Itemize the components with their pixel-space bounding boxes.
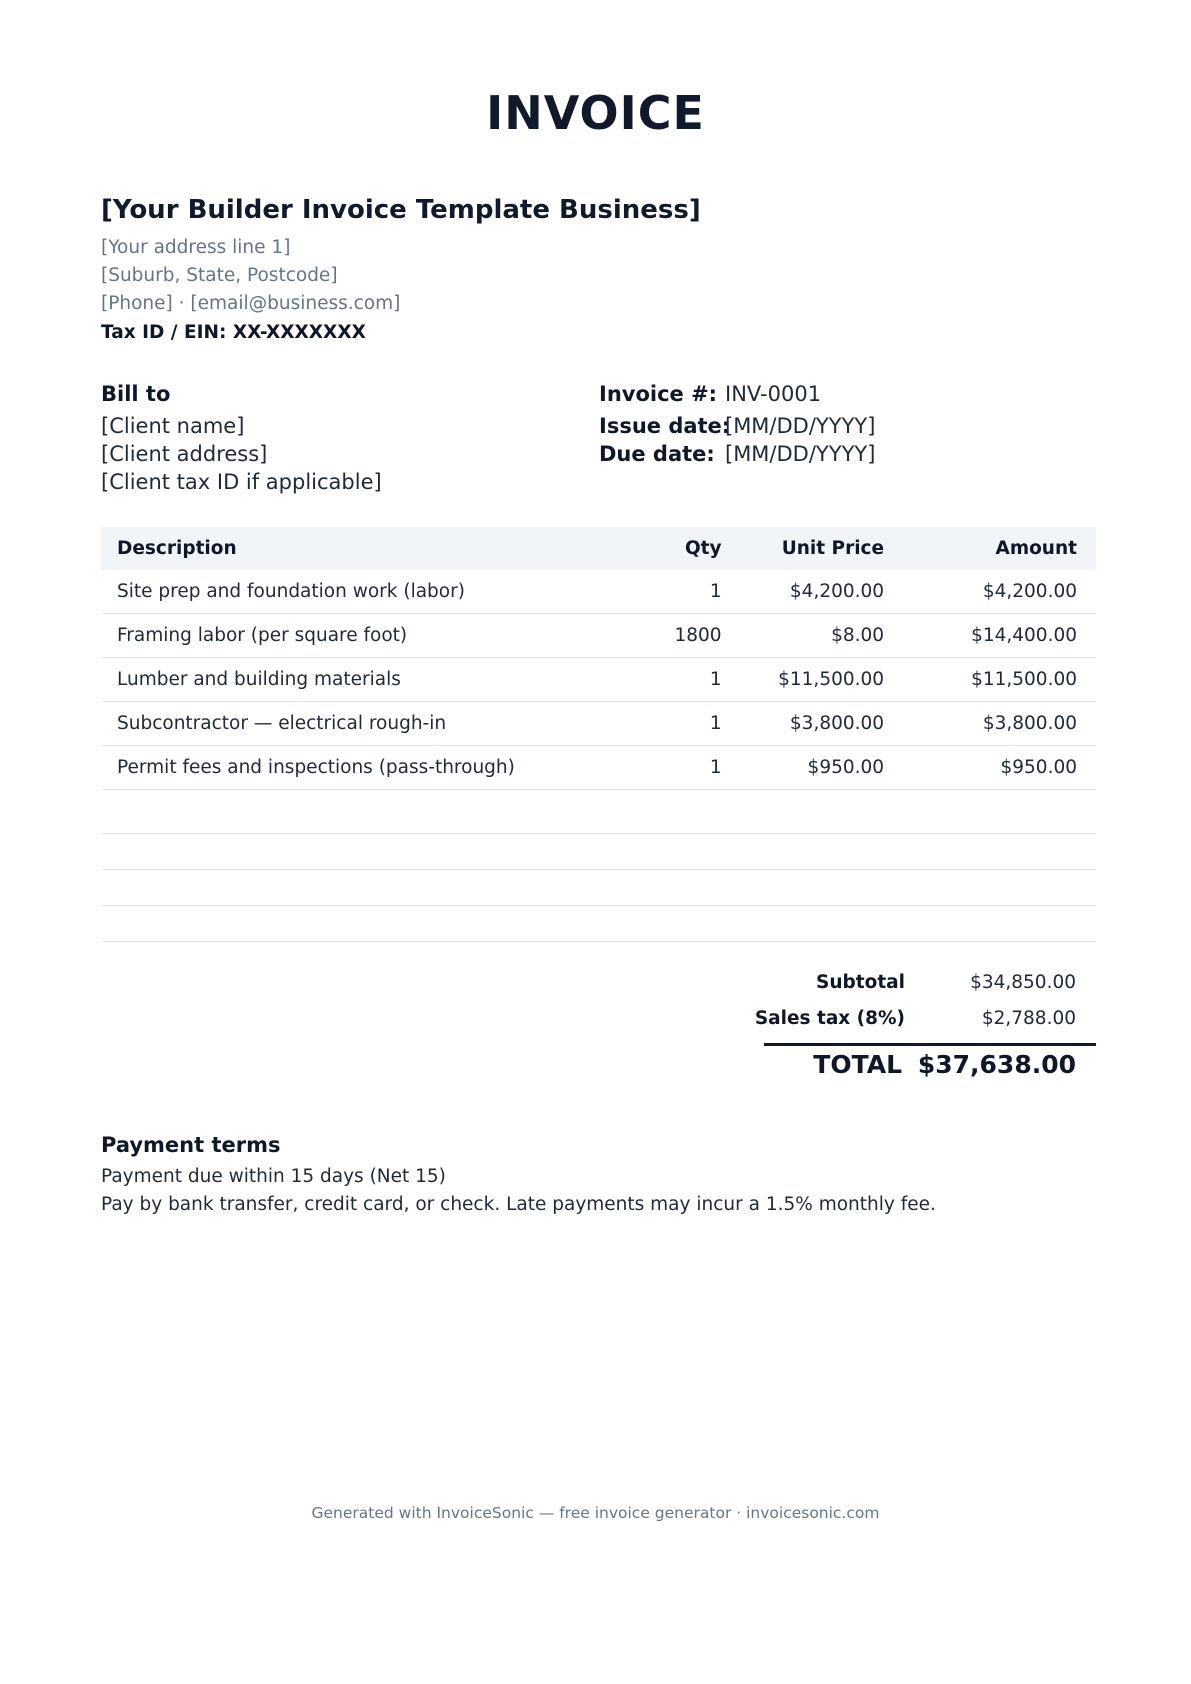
row-unit-price: $4,200.00 <box>722 570 884 614</box>
due-date-label: Due date: <box>599 442 715 466</box>
client-name: [Client name] <box>101 414 245 438</box>
header-unit-price: Unit Price <box>722 527 884 570</box>
client-tax-id: [Client tax ID if applicable] <box>101 470 382 494</box>
row-description: Lumber and building materials <box>101 658 607 702</box>
bill-to-heading: Bill to <box>101 382 171 406</box>
table-row <box>101 570 1096 614</box>
table-row <box>101 614 1096 658</box>
table-row <box>101 702 1096 746</box>
row-amount: $14,400.00 <box>884 614 1096 658</box>
invoice-number-value: INV-0001 <box>725 382 822 406</box>
total-label: TOTAL <box>813 1050 902 1079</box>
subtotal-label: Subtotal <box>816 972 905 993</box>
business-name: [Your Builder Invoice Template Business] <box>101 195 701 225</box>
table-header-row <box>101 527 1096 570</box>
due-date-value: [MM/DD/YYYY] <box>725 442 876 466</box>
empty-row <box>101 870 1096 906</box>
business-contact: [Phone] · [email@business.com] <box>101 293 401 314</box>
row-qty: 1 <box>607 658 722 702</box>
business-address-line2: [Suburb, State, Postcode] <box>101 265 338 286</box>
payment-terms-heading: Payment terms <box>101 1133 281 1157</box>
sales-tax-label: Sales tax (8%) <box>754 1008 905 1029</box>
header-amount: Amount <box>884 527 1096 570</box>
row-description: Framing labor (per square foot) <box>101 614 607 658</box>
row-description: Permit fees and inspections (pass-through) <box>101 746 607 790</box>
row-amount: $4,200.00 <box>884 570 1096 614</box>
table-row <box>101 746 1096 790</box>
client-address: [Client address] <box>101 442 268 466</box>
row-amount: $11,500.00 <box>884 658 1096 702</box>
sales-tax-value: $2,788.00 <box>981 1008 1076 1029</box>
invoice-title: INVOICE <box>486 86 705 140</box>
row-amount: $3,800.00 <box>884 702 1096 746</box>
invoice-number-label: Invoice #: <box>599 382 718 406</box>
empty-row <box>101 790 1096 834</box>
row-unit-price: $8.00 <box>722 614 884 658</box>
total-value: $37,638.00 <box>917 1050 1076 1079</box>
issue-date-label: Issue date: <box>599 414 731 438</box>
row-qty: 1 <box>607 702 722 746</box>
footer-credit: Generated with InvoiceSonic — free invoice generator · invoicesonic.com <box>311 1504 880 1522</box>
row-unit-price: $3,800.00 <box>722 702 884 746</box>
business-tax-id: Tax ID / EIN: XX-XXXXXXX <box>101 322 366 343</box>
payment-terms-line1: Payment due within 15 days (Net 15) <box>101 1166 446 1187</box>
row-unit-price: $950.00 <box>722 746 884 790</box>
subtotal-value: $34,850.00 <box>970 972 1076 993</box>
row-qty: 1800 <box>607 614 722 658</box>
issue-date-value: [MM/DD/YYYY] <box>725 414 876 438</box>
total-divider <box>764 1043 1096 1046</box>
table-row <box>101 658 1096 702</box>
empty-row <box>101 906 1096 942</box>
header-qty: Qty <box>607 527 722 570</box>
header-description: Description <box>101 527 607 570</box>
row-qty: 1 <box>607 746 722 790</box>
row-unit-price: $11,500.00 <box>722 658 884 702</box>
row-qty: 1 <box>607 570 722 614</box>
business-address-line1: [Your address line 1] <box>101 237 291 258</box>
line-items-table <box>101 527 1096 942</box>
row-amount: $950.00 <box>884 746 1096 790</box>
payment-terms-line2: Pay by bank transfer, credit card, or check. Late payments may incur a 1.5% monthly fee. <box>101 1194 936 1215</box>
row-description: Subcontractor — electrical rough-in <box>101 702 607 746</box>
row-description: Site prep and foundation work (labor) <box>101 570 607 614</box>
empty-row <box>101 834 1096 870</box>
